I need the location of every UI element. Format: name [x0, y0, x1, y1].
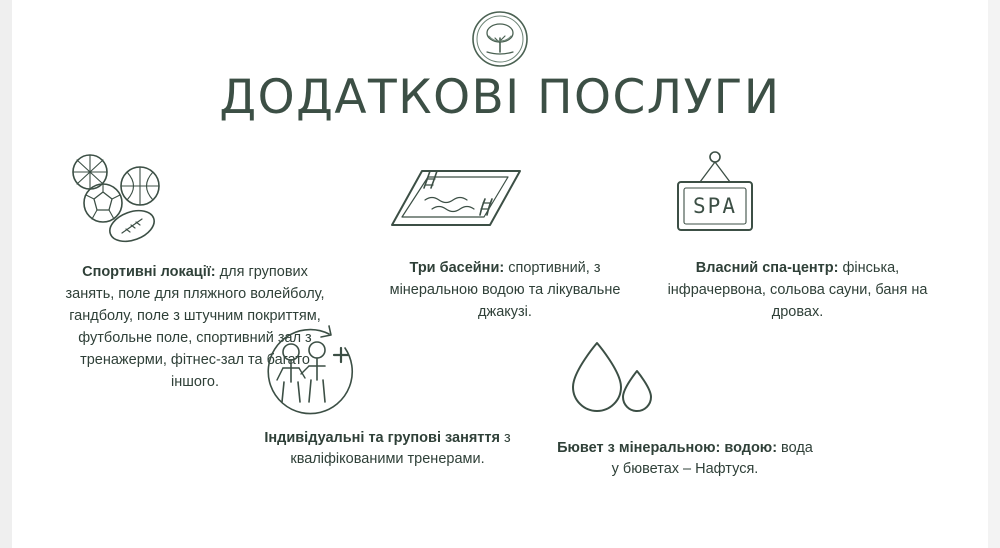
block-heading: Власний спа-центр: [695, 260, 839, 276]
spa-sign-icon [660, 150, 935, 250]
block-mineral-water [555, 335, 815, 481]
tree-emblem-logo-icon [471, 10, 529, 68]
block-heading: Бювет з мінеральною: водою: [557, 440, 778, 456]
personal-trainer-icon [255, 320, 520, 420]
block-heading: Індивідуальні та групові заняття [264, 430, 500, 446]
block-caption [555, 438, 815, 481]
block-caption [660, 258, 935, 323]
block-text: для групових занять, поле для пляжного волейболу, гандболу, поле з штучним покриттям, футбольне поле, спортивний зал з тренажерми, фітнес-зал та багато іншого. [65, 264, 325, 391]
water-drops-icon [555, 335, 815, 430]
block-text: вода у бюветах – Нафтуся. [611, 440, 813, 478]
block-spa-center [660, 150, 935, 323]
block-three-pools [380, 155, 630, 323]
block-text: спортивний, з мінеральною водою та лікувальне джакузі. [389, 260, 621, 320]
sports-balls-icon [60, 148, 330, 253]
svg-text:SPA: SPA [693, 194, 737, 218]
block-caption [255, 428, 520, 471]
block-heading: Три басейни: [409, 260, 505, 276]
page-title: ДОДАТКОВІ ПОСЛУГИ [219, 70, 781, 125]
block-heading: Спортивні локації: [82, 264, 216, 280]
block-individual-group-training [255, 320, 520, 471]
block-text: з кваліфікованими тренерами. [290, 430, 511, 468]
block-text: фінська, інфрачервона, сольова сауни, баня на дровах. [667, 260, 928, 320]
swimming-pool-icon [380, 155, 630, 250]
block-caption [380, 258, 630, 323]
